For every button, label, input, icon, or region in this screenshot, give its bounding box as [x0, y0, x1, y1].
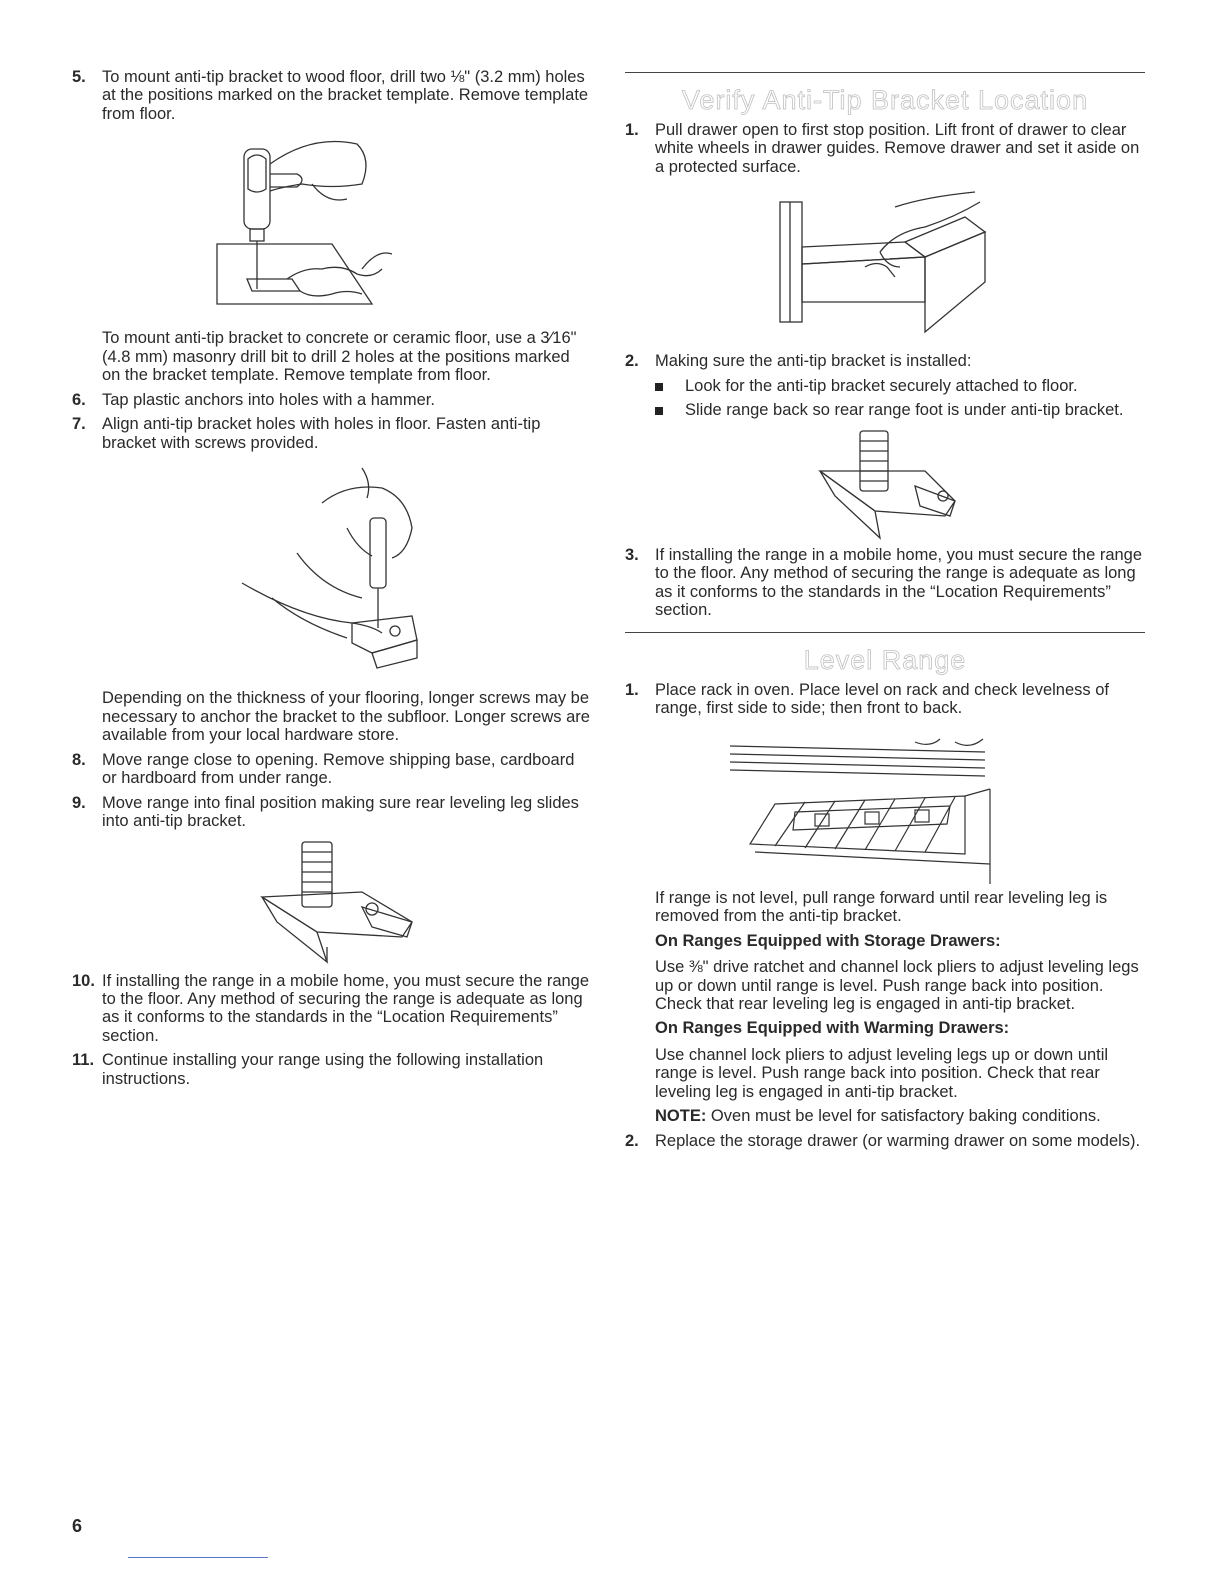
step-number: 2.	[625, 352, 639, 371]
bullet-item	[655, 377, 1145, 395]
drill-wood-floor-illustration	[72, 129, 592, 329]
storage-drawers-subheading: On Ranges Equipped with Storage Drawers:	[655, 931, 1001, 950]
warming-drawers-paragraph: Use channel lock pliers to adjust leveling legs up or down until range is level. Push range back into position. Check that rear leveling leg is engaged in anti-tip bracket.	[655, 1045, 1109, 1101]
left-column	[72, 68, 592, 1094]
bullet-text: Look for the anti-tip bracket securely attached to floor.	[685, 376, 1078, 395]
step-text: If installing the range in a mobile home, you must secure the range to the floor. Any method of securing the range is adequate as long as it conforms to the standards in the “Location Requirements” section.	[102, 971, 590, 1045]
step-text: Making sure the anti-tip bracket is installed:	[655, 352, 972, 371]
step-text: Pull drawer open to first stop position. Lift front of drawer to clear white wheels in drawer guides. Remove drawer and set it aside on a protected surface.	[655, 121, 1140, 176]
section-divider	[625, 632, 1145, 633]
step-5	[72, 68, 592, 123]
step-number: 5.	[72, 68, 86, 86]
verify-anti-tip-heading: Verify Anti-Tip Bracket Location	[681, 85, 1089, 115]
step-10	[72, 972, 592, 1046]
step-number: 1.	[625, 680, 639, 699]
step-text: Continue installing your range using the following installation instructions.	[102, 1051, 544, 1088]
step-text: If installing the range in a mobile home, you must secure the range to the floor. Any method of securing the range is adequate as long as it conforms to the standards in the “Location Requirements” section.	[655, 545, 1143, 620]
warming-drawers-subheading: On Ranges Equipped with Warming Drawers:	[655, 1019, 1010, 1038]
not-level-paragraph: If range is not level, pull range forward until rear leveling leg is removed from the anti-tip bracket.	[655, 888, 1108, 926]
verify-step-3	[625, 546, 1145, 620]
step-text: Move range close to opening. Remove shipping base, cardboard or hardboard from under range.	[102, 750, 575, 788]
remove-drawer-illustration	[625, 182, 1145, 352]
step-number: 6.	[72, 390, 86, 409]
concrete-floor-paragraph: To mount anti-tip bracket to concrete or ceramic floor, use a 3⁄16" (4.8 mm) masonry drill bit to drill 2 holes at the positions marked on the bracket template. Remove template from floor.	[102, 329, 577, 385]
step-number: 10.	[72, 971, 95, 990]
step-number: 1.	[625, 121, 639, 139]
leveling-leg-bracket-illustration	[72, 837, 592, 972]
step-text: Replace the storage drawer (or warming drawer on some models).	[655, 1131, 1141, 1150]
page-number: 6	[72, 1516, 83, 1536]
step-9	[72, 794, 592, 831]
level-step-1	[625, 681, 1145, 718]
step-8	[72, 751, 592, 788]
footer-line	[128, 1557, 268, 1558]
verify-step-2	[625, 352, 1145, 370]
bullet-item	[655, 401, 1145, 419]
step-7	[72, 415, 592, 452]
step-text: Place rack in oven. Place level on rack and check levelness of range, first side to side; then front to back.	[655, 680, 1109, 718]
step-number: 8.	[72, 750, 86, 769]
bullet-square-icon	[655, 377, 685, 395]
section-divider	[625, 72, 1145, 73]
right-column	[625, 72, 1145, 1156]
step-11	[72, 1051, 592, 1088]
bullet-text: Slide range back so rear range foot is under anti-tip bracket.	[685, 401, 1124, 420]
level-on-rack-illustration	[625, 724, 1145, 889]
note-label: NOTE:	[655, 1107, 707, 1126]
step-number: 2.	[625, 1131, 639, 1150]
step-text: Tap plastic anchors into holes with a hammer.	[102, 390, 435, 409]
step-text: To mount anti-tip bracket to wood floor, drill two ⅛" (3.2 mm) holes at the positions marked on the bracket template. Remove template from floor.	[102, 68, 589, 123]
step-6	[72, 391, 592, 409]
step-number: 3.	[625, 545, 639, 564]
note-text: Oven must be level for satisfactory baking conditions.	[706, 1107, 1101, 1126]
note-paragraph	[625, 1107, 1145, 1125]
foot-under-bracket-illustration	[625, 426, 1145, 546]
longer-screws-paragraph: Depending on the thickness of your flooring, longer screws may be necessary to anchor the bracket to the subfloor. Longer screws are available from your local hardware store.	[102, 689, 590, 745]
step-text: Align anti-tip bracket holes with holes in floor. Fasten anti-tip bracket with screws provided.	[102, 415, 541, 452]
level-range-heading: Level Range	[803, 644, 967, 675]
step-number: 11.	[72, 1051, 95, 1070]
fasten-bracket-screwdriver-illustration	[72, 458, 592, 683]
verify-step-1	[625, 121, 1145, 176]
level-step-2	[625, 1132, 1145, 1150]
storage-drawers-paragraph: Use ⅜" drive ratchet and channel lock pliers to adjust leveling legs up or down until range is level. Push range back into position. Check that rear leveling leg is engaged in anti-tip bracket.	[655, 958, 1139, 1013]
bullet-square-icon	[655, 401, 685, 419]
step-number: 9.	[72, 793, 86, 812]
step-number: 7.	[72, 415, 86, 434]
step-text: Move range into final position making sure rear leveling leg slides into anti-tip bracket.	[102, 793, 579, 831]
